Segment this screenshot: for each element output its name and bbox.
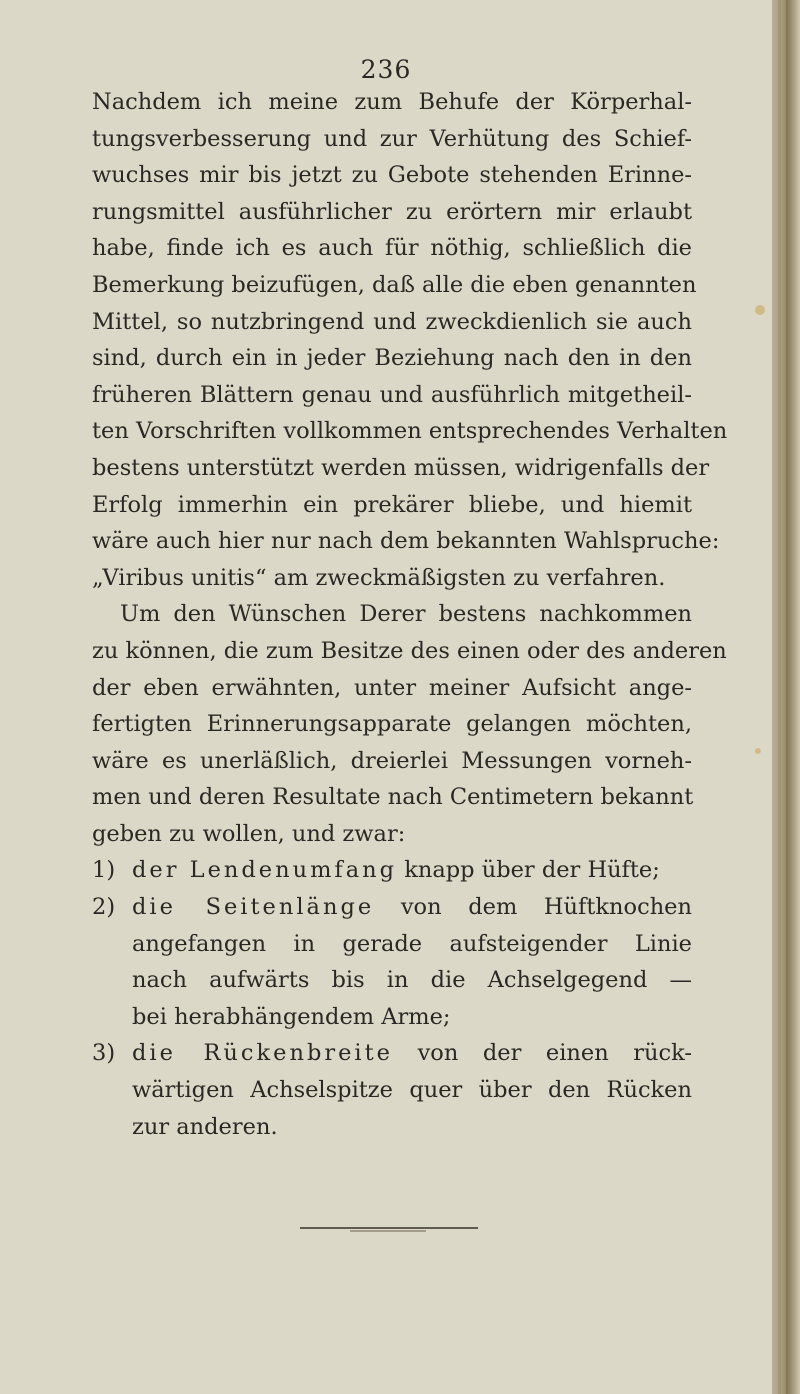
list-line: zur anderen.: [132, 1113, 278, 1140]
text-line: sind, durch ein in jeder Beziehung nach den in den: [92, 345, 692, 372]
list-item-seitenlaenge: [92, 889, 692, 1035]
text-line: der eben erwähnten, unter meiner Aufsicht ange-: [92, 674, 692, 701]
list-text: von dem Hüftknochen: [400, 894, 692, 921]
text-line: tungsverbesserung und zur Verhütung des Schief-: [92, 125, 692, 152]
foxing-spot: [755, 748, 761, 754]
list-number: 2): [92, 894, 116, 921]
text-line: früheren Blättern genau und ausführlich mitgetheil-: [92, 381, 692, 408]
list-line: [132, 852, 692, 889]
list-line: bei herabhängendem Arme;: [132, 1003, 451, 1030]
text-line: zu können, die zum Besitze des einen oder des anderen: [92, 637, 727, 664]
page-edge: [772, 0, 800, 1394]
list-line: angefangen in gerade aufsteigender Linie: [132, 930, 692, 957]
list-term: der Lendenumfang: [132, 857, 398, 884]
body-text: [92, 84, 728, 1145]
text-line: Mittel, so nutzbringend und zweckdienlich sie auch: [92, 308, 692, 335]
text-line: bestens unterstützt werden müssen, widrigenfalls der: [92, 454, 710, 481]
text-line: fertigten Erinnerungsapparate gelangen möchten,: [92, 711, 692, 738]
list-item-rueckenbreite: [92, 1035, 692, 1145]
list-number: 3): [92, 1040, 116, 1067]
list-line: nach aufwärts bis in die Achselgegend —: [132, 967, 692, 994]
text-line: ten Vorschriften vollkommen entsprechendes Verhalten: [92, 418, 728, 445]
text-line: Bemerkung beizufügen, daß alle die eben genannten: [92, 271, 697, 298]
text-line: Erfolg immerhin ein prekärer bliebe, und hiemit: [92, 491, 692, 518]
text-line: geben zu wollen, und zwar:: [92, 820, 406, 847]
page-number: 236: [360, 55, 412, 84]
text-line: rungsmittel ausführlicher zu erörtern mir erlaubt: [92, 198, 692, 225]
text-line: Nachdem ich meine zum Behufe der Körperhal-: [92, 89, 692, 115]
list-number: 1): [92, 857, 116, 884]
text-line: wäre es unerläßlich, dreierlei Messungen vorneh-: [92, 747, 692, 774]
text-line: wäre auch hier nur nach dem bekannten Wahlspruche:: [92, 528, 720, 555]
text-line: Um den Wünschen Derer bestens nachkommen: [120, 601, 692, 628]
list-text: von der einen rück-: [417, 1040, 692, 1067]
list-line: wärtigen Achselspitze quer über den Rücken: [132, 1077, 692, 1104]
text-line: habe, finde ich es auch für nöthig, schließlich die: [92, 235, 692, 262]
text-line: men und deren Resultate nach Centimetern bekannt: [92, 784, 694, 811]
foxing-spot: [755, 305, 765, 315]
end-rule-shadow: [350, 1230, 426, 1232]
list-text: knapp über der Hüfte;: [404, 857, 660, 884]
text-line: wuchses mir bis jetzt zu Gebote stehenden Erinne-: [92, 162, 692, 189]
text-line: „Viribus unitis“ am zweckmäßigsten zu verfahren.: [92, 564, 666, 591]
end-rule: [300, 1227, 478, 1229]
list-line: [132, 1035, 692, 1072]
list-item-lendenumfang: [92, 852, 692, 889]
list-line: [132, 889, 692, 926]
list-term: die Rückenbreite: [132, 1040, 393, 1067]
list-term: die Seitenlänge: [132, 894, 375, 921]
